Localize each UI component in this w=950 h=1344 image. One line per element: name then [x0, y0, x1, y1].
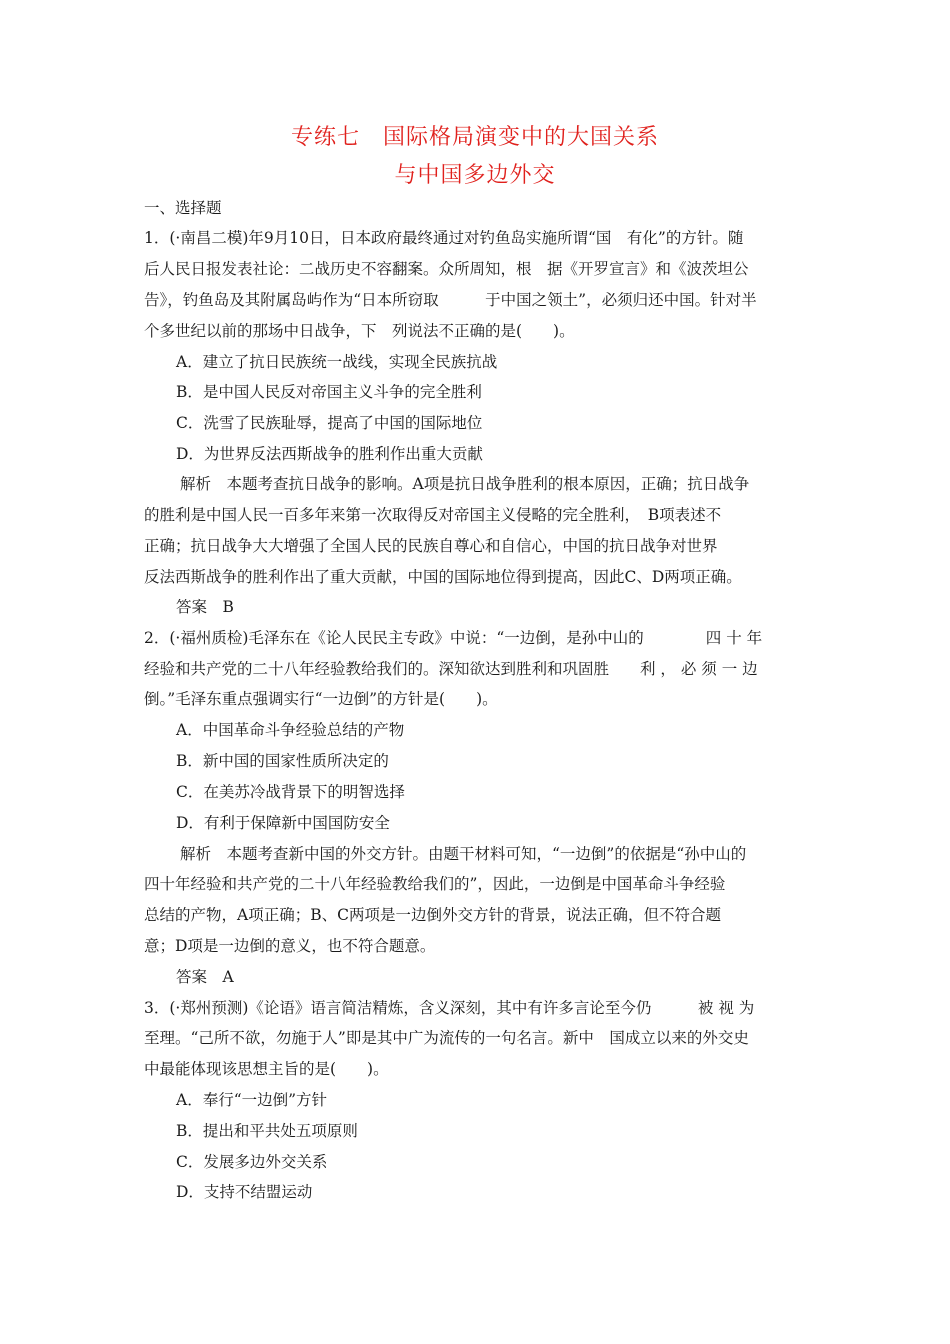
q3-option-b: B．提出和平共处五项原则	[176, 1122, 358, 1140]
q1-option-c: C．洗雪了民族耻辱，提高了中国的国际地位	[176, 414, 483, 432]
q1-answer: 答案 B	[176, 598, 234, 616]
q1-analysis-line: 正确；抗日战争大大增强了全国人民的民族自尊心和自信心，中国的抗日战争对世界	[144, 537, 718, 555]
q1-analysis-line: 反法西斯战争的胜利作出了重大贡献，中国的国际地位得到提高，因此C、D两项正确。	[144, 568, 742, 586]
q1-option-b: B．是中国人民反对帝国主义斗争的完全胜利	[176, 383, 482, 401]
q2-analysis-line: 意；D项是一边倒的意义，也不符合题意。	[144, 937, 436, 955]
q1-stem-line: 后人民日报发表社论：二战历史不容翻案。众所周知，根 据《开罗宣言》和《波茨坦公	[144, 260, 749, 278]
q1-stem-line: 1．(·南昌二模)年9月10日，日本政府最终通过对钓鱼岛实施所谓“国 有化”的方针。随	[144, 229, 744, 247]
q1-stem-line: 个多世纪以前的那场中日战争，下 列说法不正确的是( )。	[144, 322, 575, 340]
section-heading: 一、选择题	[144, 199, 222, 217]
q3-stem-line: 中最能体现该思想主旨的是( )。	[144, 1060, 389, 1078]
q1-analysis-line: 的胜利是中国人民一百多年来第一次取得反对帝国主义侵略的完全胜利， B项表述不	[144, 506, 722, 524]
q3-option-d: D．支持不结盟运动	[176, 1183, 313, 1201]
q2-option-a: A．中国革命斗争经验总结的产物	[176, 721, 405, 739]
q1-option-d: D．为世界反法西斯战争的胜利作出重大贡献	[176, 445, 483, 463]
q2-stem-line: 倒。”毛泽东重点强调实行“一边倒”的方针是( )。	[144, 690, 498, 708]
q2-option-c: C．在美苏冷战背景下的明智选择	[176, 783, 405, 801]
q3-stem-line: 3．(·郑州预测)《论语》语言简洁精炼，含义深刻，其中有许多言论至今仍 被 视 为	[144, 999, 755, 1017]
q2-analysis-line: 四十年经验和共产党的二十八年经验教给我们的”，因此，一边倒是中国革命斗争经验	[144, 875, 726, 893]
q2-stem-line: 2．(·福州质检)毛泽东在《论人民民主专政》中说：“一边倒，是孙中山的 四 十 年	[144, 629, 763, 647]
q2-answer: 答案 A	[176, 968, 234, 986]
q1-analysis-line: 解析 本题考查抗日战争的影响。A项是抗日战争胜利的根本原因，正确；抗日战争	[180, 475, 750, 493]
q3-option-a: A．奉行“一边倒”方针	[176, 1091, 328, 1109]
document-title-line-2: 与中国多边外交	[394, 163, 556, 188]
q2-option-b: B．新中国的国家性质所决定的	[176, 752, 389, 770]
q1-option-a: A．建立了抗日民族统一战线，实现全民族抗战	[176, 353, 498, 371]
q2-option-d: D．有利于保障新中国国防安全	[176, 814, 390, 832]
document-title-line-1: 专练七 国际格局演变中的大国关系	[290, 125, 659, 150]
q2-analysis-line: 解析 本题考查新中国的外交方针。由题干材料可知，“一边倒”的依据是“孙中山的	[180, 845, 747, 863]
q3-stem-line: 至理。“己所不欲，勿施于人”即是其中广为流传的一句名言。新中 国成立以来的外交史	[144, 1029, 749, 1047]
q2-analysis-line: 总结的产物，A项正确；B、C两项是一边倒外交方针的背景，说法正确，但不符合题	[144, 906, 721, 924]
q1-stem-line: 告》，钓鱼岛及其附属岛屿作为“日本所窃取 于中国之领土”，必须归还中国。针对半	[144, 291, 757, 309]
q2-stem-line: 经验和共产党的二十八年经验教给我们的。深知欲达到胜利和巩固胜 利 ， 必 须 一 边	[144, 660, 758, 678]
q3-option-c: C．发展多边外交关系	[176, 1153, 328, 1171]
